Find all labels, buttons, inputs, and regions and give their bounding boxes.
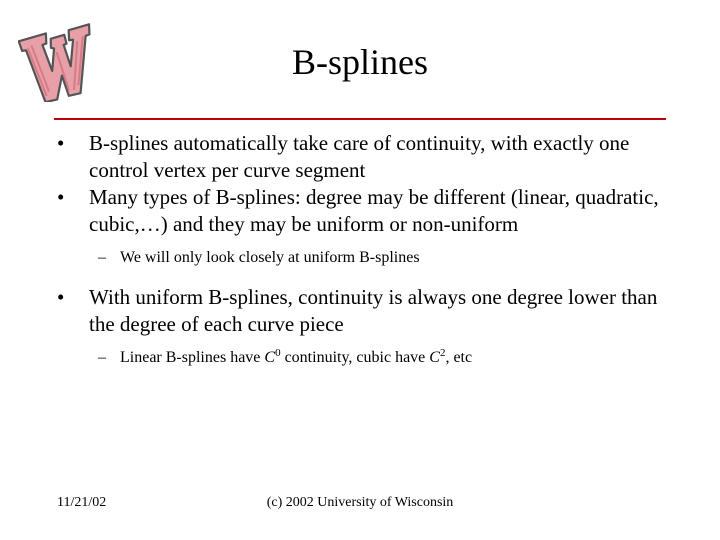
bullet-list [0,130,720,384]
text-run: continuity, cubic have [280,349,430,366]
text-run: , etc [445,349,473,366]
bullet-text: B-splines automatically take care of continuity, with exactly one control vertex per curve segment [89,131,630,182]
sub-bullet-item [98,248,680,268]
c-symbol: C [429,349,440,366]
c-symbol: C [264,349,276,366]
title-divider [54,118,666,120]
bullet-item [57,184,680,238]
text-run: Linear B-splines have [120,349,265,366]
bullet-text: With uniform B-splines, continuity is always one degree lower than the degree of each curve piece [89,285,658,336]
sub-bullet-text: We will only look closely at uniform B-splines [120,249,420,266]
footer-date: 11/21/02 [57,495,107,510]
bullet-text: Many types of B-splines: degree may be different (linear, quadratic, cubic,…) and they may be uniform or non-uniform [89,185,659,236]
superscript-2: 2 [439,347,446,359]
bullet-marker: • [57,185,65,209]
bullet-item [57,284,680,338]
sub-bullet-marker: – [98,349,106,366]
superscript-0: 0 [275,347,281,359]
slide-title: B-splines [291,42,428,82]
sub-bullet-item [98,347,680,368]
sub-bullet-marker: – [98,249,106,266]
footer-copyright: (c) 2002 University of Wisconsin [266,495,454,510]
bullet-marker: • [57,285,65,309]
sub-bullet-text [120,349,472,366]
bullet-item [57,130,680,184]
bullet-marker: • [57,131,65,155]
